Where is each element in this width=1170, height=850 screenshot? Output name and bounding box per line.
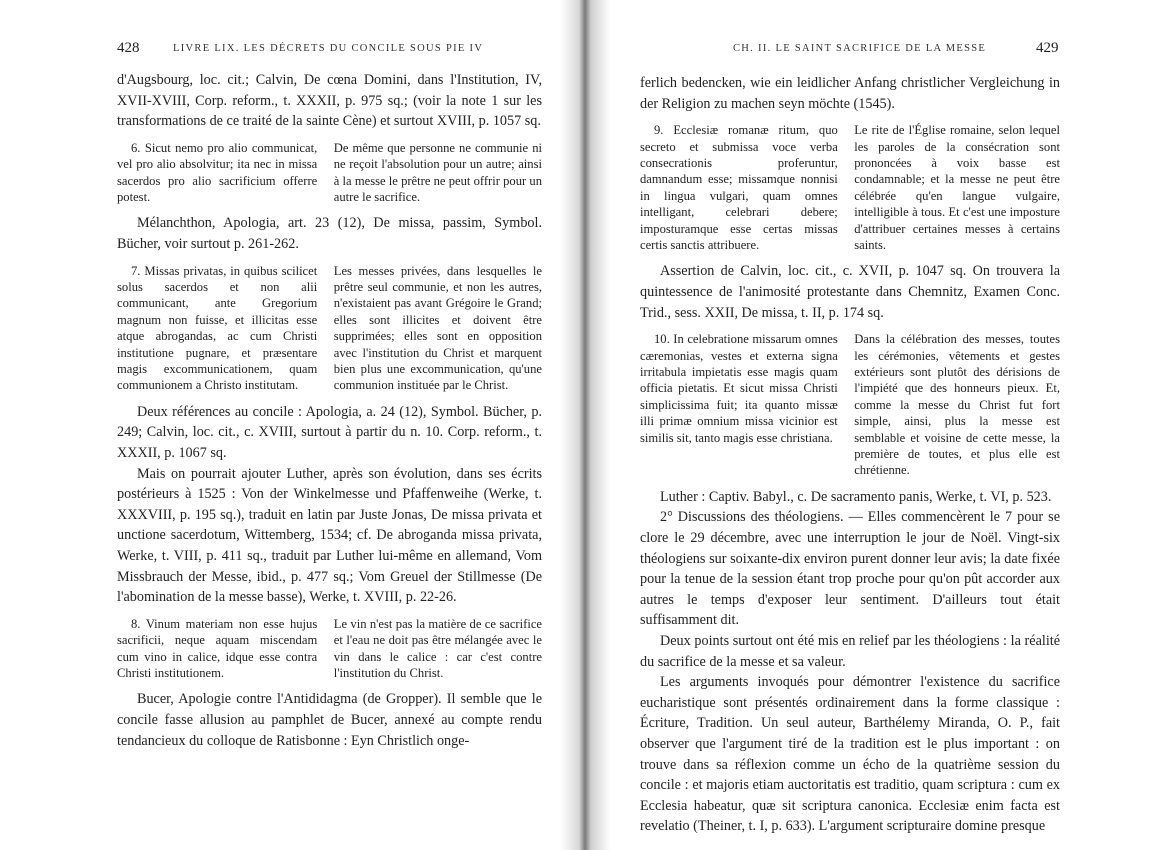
article-9 [640, 122, 1060, 253]
article-8-french: Le vin n'est pas la matière de ce sacrifice et l'eau ne doit pas être mélangée avec le vin dans le calice : car c'est contre l'institution du Christ. [333, 616, 542, 680]
article-7-french: Les messes privées, dans lesquelles le prêtre seul communie, et non les autres, n'existaient pas avant Grégoire le Grand; elles sont illicites et doivent être supprimées; elles sont en opposition avec l'institution du Christ et marquent bien plus une excommunication, qu'une communion instituée par le Christ. [333, 263, 542, 393]
paragraph-mais-luther: Mais on pourrait ajouter Luther, après son évolution, dans ses écrits postérieurs à 1525 : Von der Winkelmesse und Pfaffenweihe (Werke, t. XXXVIII, p. 195 sq.), traduit en latin par Juste Jonas, De missa privata et unctione sacerdotum, Wittemberg, 1534; cf. De abroganda missa privata, Werke, t. VIII, p. 411 sq., traduit par Luther lui-même en allemand, Vom Missbrauch der Messe, ibid., p. 477 sq.; Vom Greuel der Stillmesse (De l'abomination de la messe basse), Werke, t. XVIII, p. 22-26. [117, 465, 542, 606]
article-10-french: Dans la célébration des messes, toutes les cérémonies, vêtements et gestes extérieurs sont plutôt des dérisions de l'impiété que des honneurs pieux. Et, comme la messe du Christ fut fort simple, ainsi, plus la messe est semblable et voisine de cette messe, la première de toutes, et plus elle est chrétienne. [854, 332, 1060, 478]
article-6 [117, 140, 542, 206]
running-head-left: LIVRE LIX. LES DÉCRETS DU CONCILE SOUS PIE IV [173, 43, 484, 54]
continued-paragraph: d'Augsbourg, loc. cit.; Calvin, De cœna Domini, dans l'Institution, IV, XVII-XVIII, Corp. reform., t. XXXII, p. 975 sq.; (voir la note 1 sur les transformations de ce traité de la sainte Cène) et surtout XVIII, p. 1057 sq. [117, 72, 542, 130]
paragraph-luther: Luther : Captiv. Babyl., c. De sacramento panis, Werke, t. VI, p. 523. [660, 488, 1052, 505]
paragraph-arguments: Les arguments invoqués pour démontrer l'existence du sacrifice eucharistique sont présentés ordinairement dans la forme classique : Écriture, Tradition. Un seul auteur, Barthélemy Miranda, O. P., fait observer que l'argument tiré de la tradition est le plus important : on trouve dans sa réflexion comme un écho de la quatrième session du concile : et majoris etiam auctoritatis est traditio, quam scriptura : cum ex Ecclesia habeatur, quæ sit scriptura canonica. Ecclesiæ enim facta est revelatio (Theiner, t. I, p. 633). L'argument scripturaire domine presque [640, 674, 1060, 835]
article-7 [117, 263, 542, 394]
article-9-latin: 9. Ecclesiæ romanæ ritum, quo secreto et submissa voce verba consecrationis proferuntur, damnandum esse; missamque nonnisi in lingua vulgari, quam omnes intelligant, celebrari debere; imposturamque esse certas missas certis sanctis attribuere. [640, 123, 838, 253]
right-page-body [640, 73, 1060, 837]
article-6-french: De même que personne ne communie ni ne reçoit l'absolution pour un autre; ainsi à la messe le prêtre ne peut offrir pour un autre le sacrifice. [333, 140, 542, 204]
article-10-latin: 10. In celebratione missarum omnes cæremonias, vestes et externa signa irritabula impietatis esse magis quam officia pietatis. Et sicut missa Christi simplicissima fuit; ita quanto missæ illi primæ omnium missa vicinior est similis sit, tanto magis esse christiana. [640, 332, 838, 445]
paragraph-discussions: 2° Discussions des théologiens. — Elles commencèrent le 7 pour se clore le 29 décembre, avec une interruption le jour de Noël. Vingt-six théologiens sur soixante-dix environ purent donner leur avis; la date fixée pour la tenue de la session étant trop proche pour qu'on pût accorder aux autres le temps d'exposer leur sentiment. D'ailleurs tout était suffisamment dit. [640, 509, 1060, 629]
continued-paragraph-right: ferlich bedencken, wie ein leidlicher Anfang christlicher Vergleichung in der Religion zu machen seyn möchte (1545). [640, 75, 1060, 112]
paragraph-assertion: Assertion de Calvin, loc. cit., c. XVII, p. 1047 sq. On trouvera la quintessence de l'animosité protestante dans Chemnitz, Examen Conc. Trid., sess. XXII, De missa, t. II, p. 174 sq. [640, 263, 1060, 321]
article-6-latin: 6. Sicut nemo pro alio communicat, vel pro alio absolvitur; ita nec in missa sacerdos pro alio sacrificium offerre potest. [117, 140, 318, 204]
left-page-body [117, 70, 542, 751]
article-7-latin: 7. Missas privatas, in quibus scilicet solus sacerdos et non alii communicant, ante Gregorium magnum non fuisse, et illicitas esse atque abrogandas, ac cum Christi institutione pugnare, et præsentare magis excommunicationem, quam communionem a Christo institutam. [117, 263, 318, 393]
article-9-french: Le rite de l'Église romaine, selon lequel les paroles de la consécration sont prononcées à voix basse est condamnable; et la messe ne peut être célébrée qu'en langue vulgaire, intelligible à tous. Et c'est une imposture d'attribuer certaines messes à certains saints. [854, 123, 1060, 253]
paragraph-deux-points: Deux points surtout ont été mis en relief par les théologiens : la réalité du sacrifice de la messe et sa valeur. [640, 633, 1060, 670]
paragraph-melanchthon: Mélanchthon, Apologia, art. 23 (12), De missa, passim, Symbol. Bücher, voir surtout p. 261-262. [117, 215, 542, 252]
article-8-latin: 8. Vinum materiam non esse hujus sacrificii, neque aquam miscendam cum vino in calice, idque esse contra Christi institutionem. [117, 616, 318, 680]
article-10 [640, 331, 1060, 479]
article-8 [117, 616, 542, 682]
right-page [585, 0, 1170, 850]
paragraph-deux-references: Deux références au concile : Apologia, a. 24 (12), Symbol. Bücher, p. 249; Calvin, loc. cit., c. XVIII, surtout à partir du n. 10. Corp. reform., t. XXXII, p. 1067 sq. [117, 403, 542, 462]
paragraph-bucer: Bucer, Apologie contre l'Antididagma (de Gropper). Il semble que le concile fasse allusion au pamphlet de Bucer, annexé au compte rendu tendancieux du colloque de Ratisbonne : Eyn Christlich onge- [117, 691, 542, 749]
page-number-right: 429 [1036, 40, 1059, 56]
running-head-right: CH. II. LE SAINT SACRIFICE DE LA MESSE [733, 43, 987, 54]
page-number-left: 428 [117, 40, 140, 56]
